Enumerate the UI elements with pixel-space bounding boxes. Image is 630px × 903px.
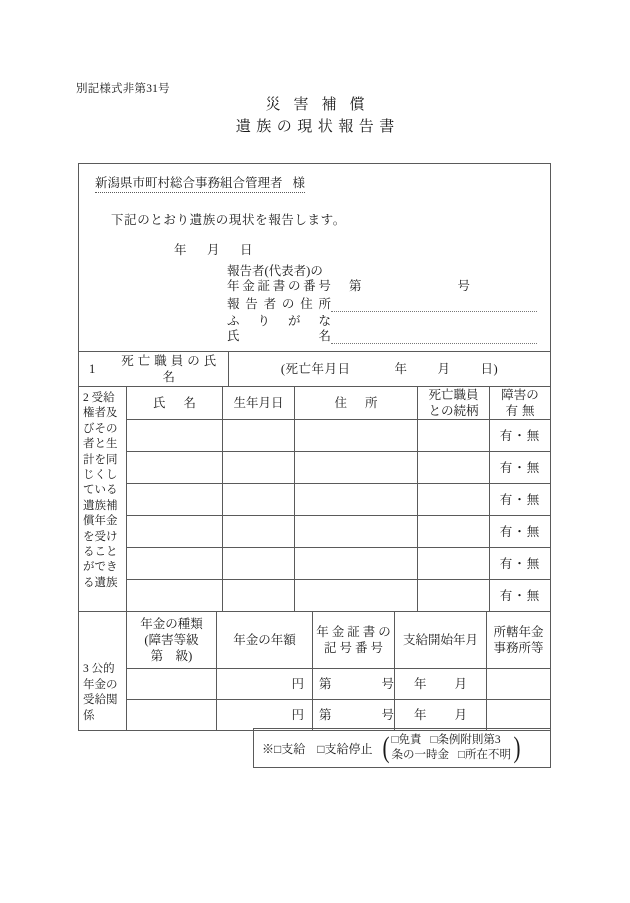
shimei-label: 氏 名 <box>227 329 331 343</box>
section1-label <box>79 352 229 386</box>
death-date-day: 日) <box>480 362 499 376</box>
addressee-honorific: 様 <box>292 176 306 190</box>
section3-body <box>127 612 550 730</box>
header-address: 住所 <box>295 387 418 419</box>
start-month: 月 <box>454 677 468 691</box>
cell-disability[interactable]: 有・無 <box>499 556 541 571</box>
cell-birth[interactable] <box>223 420 295 451</box>
cell-relation[interactable] <box>418 580 490 611</box>
start-year: 年 <box>413 677 427 691</box>
cell-disability[interactable]: 有・無 <box>499 524 541 539</box>
header-birth: 生年月日 <box>223 387 295 419</box>
cell-name[interactable] <box>127 452 223 483</box>
date-year-label[interactable]: 年 <box>174 243 187 257</box>
header-cert-line2: 記号番号 <box>323 641 386 655</box>
table-row <box>127 669 550 700</box>
section1-title: 死亡職員の氏名 <box>121 354 221 384</box>
checkbox-unknown-location[interactable]: □所在不明 <box>458 749 511 761</box>
cert-dai: 第 <box>319 677 332 691</box>
cell-relation[interactable] <box>418 420 490 451</box>
reporter-name-label <box>227 314 331 344</box>
cell-pension-amount[interactable]: 円 <box>217 700 313 730</box>
header-pension-amount: 年金の年額 <box>217 612 313 668</box>
header-pension-kind <box>127 612 217 668</box>
cell-name[interactable] <box>127 484 223 515</box>
cell-cert-number[interactable] <box>313 700 395 730</box>
footer-note-box <box>253 728 551 768</box>
reporter-pension-label-line1: 報告者(代表者)の <box>227 264 323 278</box>
cell-address[interactable] <box>295 484 418 515</box>
reporter-pension-number-label <box>227 264 331 294</box>
reporter-pension-label-line2: 年 金 証 書 の 番 号 <box>227 279 331 293</box>
section1-value-cell[interactable] <box>229 352 550 386</box>
reporter-name-input[interactable] <box>331 328 537 344</box>
table-row <box>127 420 550 452</box>
form-table <box>78 163 551 731</box>
section2-vertical-label <box>79 387 127 611</box>
table-row <box>127 580 550 611</box>
header-cert-line1: 年金証書の <box>316 625 394 639</box>
header-start-date: 支給開始年月 <box>395 612 487 668</box>
cell-disability[interactable]: 有・無 <box>499 588 541 603</box>
cell-disability[interactable]: 有・無 <box>499 492 541 507</box>
document-title <box>0 94 630 138</box>
date-month-label[interactable]: 月 <box>207 243 220 257</box>
header-cert-number <box>313 612 395 668</box>
header-relation-line2: との続柄 <box>428 404 479 418</box>
addressee-name: 新潟県市町村総合事務組合管理者 <box>95 176 283 190</box>
header-kind-line1: 年金の種類 <box>140 617 203 631</box>
table-row <box>127 452 550 484</box>
header-disability-line1: 障害の <box>501 388 539 402</box>
section2 <box>79 387 550 612</box>
checkbox-ordinance[interactable]: □条例附則第3 <box>430 734 501 746</box>
reporter-address-input[interactable] <box>331 296 537 312</box>
footer-bracket-group: ( □免責 □条例附則第3 条の一時金 □所在不明 ) <box>382 731 521 764</box>
cell-relation[interactable] <box>418 516 490 547</box>
cell-birth[interactable] <box>223 452 295 483</box>
header-disability <box>490 387 550 419</box>
header-relation <box>418 387 490 419</box>
start-month: 月 <box>454 708 468 722</box>
cell-address[interactable] <box>295 420 418 451</box>
cell-relation[interactable] <box>418 452 490 483</box>
header-relation-line1: 死亡職員 <box>428 388 479 402</box>
cell-pension-amount[interactable]: 円 <box>217 669 313 699</box>
intro-text: 下記のとおり遺族の現状を報告します。 <box>111 213 346 227</box>
reporter-address-row <box>227 296 537 312</box>
cell-pension-kind[interactable] <box>127 669 217 699</box>
cert-dai: 第 <box>319 708 332 722</box>
date-day-label[interactable]: 日 <box>240 243 253 257</box>
pension-number-dai: 第 <box>349 279 362 293</box>
cell-birth[interactable] <box>223 580 295 611</box>
cell-birth[interactable] <box>223 516 295 547</box>
header-area <box>79 164 550 352</box>
footer-note-options <box>262 740 373 757</box>
cell-start-date[interactable] <box>395 700 487 730</box>
section3-label-text: 3 公的年金の受給関係 <box>83 663 118 722</box>
header-kind-line3: 第 級) <box>150 649 193 663</box>
title-line-1: 災害補償 <box>265 97 378 113</box>
header-kind-line2: (障害等級 <box>144 633 199 647</box>
section1-number: 1 <box>89 362 100 376</box>
cert-go: 号 <box>381 708 395 722</box>
header-name: 氏名 <box>127 387 223 419</box>
cell-cert-number[interactable] <box>313 669 395 699</box>
section3-vertical-label <box>79 612 127 730</box>
death-date-group <box>281 361 498 377</box>
cell-start-date[interactable] <box>395 669 487 699</box>
pension-number-go: 号 <box>457 279 471 293</box>
table-row <box>127 548 550 580</box>
section3 <box>79 612 550 730</box>
bracket-content <box>391 733 512 763</box>
cell-name[interactable] <box>127 580 223 611</box>
death-date-prefix: (死亡年月日 <box>280 362 351 376</box>
cell-address[interactable] <box>295 580 418 611</box>
cell-pension-kind[interactable] <box>127 700 217 730</box>
note-mark: ※ <box>262 741 275 756</box>
table-row <box>127 700 550 730</box>
cert-go: 号 <box>381 677 395 691</box>
reporter-address-label: 報 告 者 の 住 所 <box>227 297 331 311</box>
cell-relation[interactable] <box>418 484 490 515</box>
title-line-2: 遺族の現状報告書 <box>235 119 400 135</box>
header-office <box>487 612 550 668</box>
cell-birth[interactable] <box>223 548 295 579</box>
cell-birth[interactable] <box>223 484 295 515</box>
table-row <box>127 484 550 516</box>
cell-name[interactable] <box>127 420 223 451</box>
cell-address[interactable] <box>295 548 418 579</box>
checkbox-pay[interactable]: □支給 <box>274 741 306 756</box>
cell-disability[interactable]: 有・無 <box>499 460 541 475</box>
checkbox-exemption[interactable]: □免責 <box>391 734 422 746</box>
cell-office[interactable] <box>487 669 550 699</box>
header-office-line1: 所轄年金 <box>493 625 544 639</box>
furigana-label: ふ り が な <box>227 314 331 328</box>
addressee-line <box>95 173 305 193</box>
section2-body <box>127 387 550 611</box>
reporter-name-row <box>227 314 537 344</box>
section1-row <box>79 352 550 387</box>
cell-disability[interactable]: 有・無 <box>499 428 541 443</box>
date-line <box>174 240 253 258</box>
cell-address[interactable] <box>295 452 418 483</box>
cell-name[interactable] <box>127 516 223 547</box>
cell-relation[interactable] <box>418 548 490 579</box>
death-date-month: 月 <box>437 362 451 376</box>
form-number: 別記様式非第31号 <box>76 83 170 95</box>
section3-header-row <box>127 612 550 669</box>
cell-address[interactable] <box>295 516 418 547</box>
death-date-year: 年 <box>394 362 408 376</box>
header-disability-line2: 有無 <box>505 404 539 418</box>
cell-office[interactable] <box>487 700 550 730</box>
start-year: 年 <box>413 708 427 722</box>
reporter-pension-number-row <box>227 264 537 294</box>
header-office-line2: 事務所等 <box>493 641 544 655</box>
reporter-block <box>227 264 537 346</box>
section2-header-row <box>127 387 550 420</box>
section2-label-text: 2 受給権者及びその者と生計を同じくしている遺族補償年金を受けることができる遺族 <box>83 392 118 589</box>
ordinance-continuation: 条の一時金 <box>391 749 450 761</box>
checkbox-suspend[interactable]: □支給停止 <box>317 741 373 756</box>
table-row <box>127 516 550 548</box>
reporter-pension-number-value[interactable] <box>331 278 537 294</box>
cell-name[interactable] <box>127 548 223 579</box>
